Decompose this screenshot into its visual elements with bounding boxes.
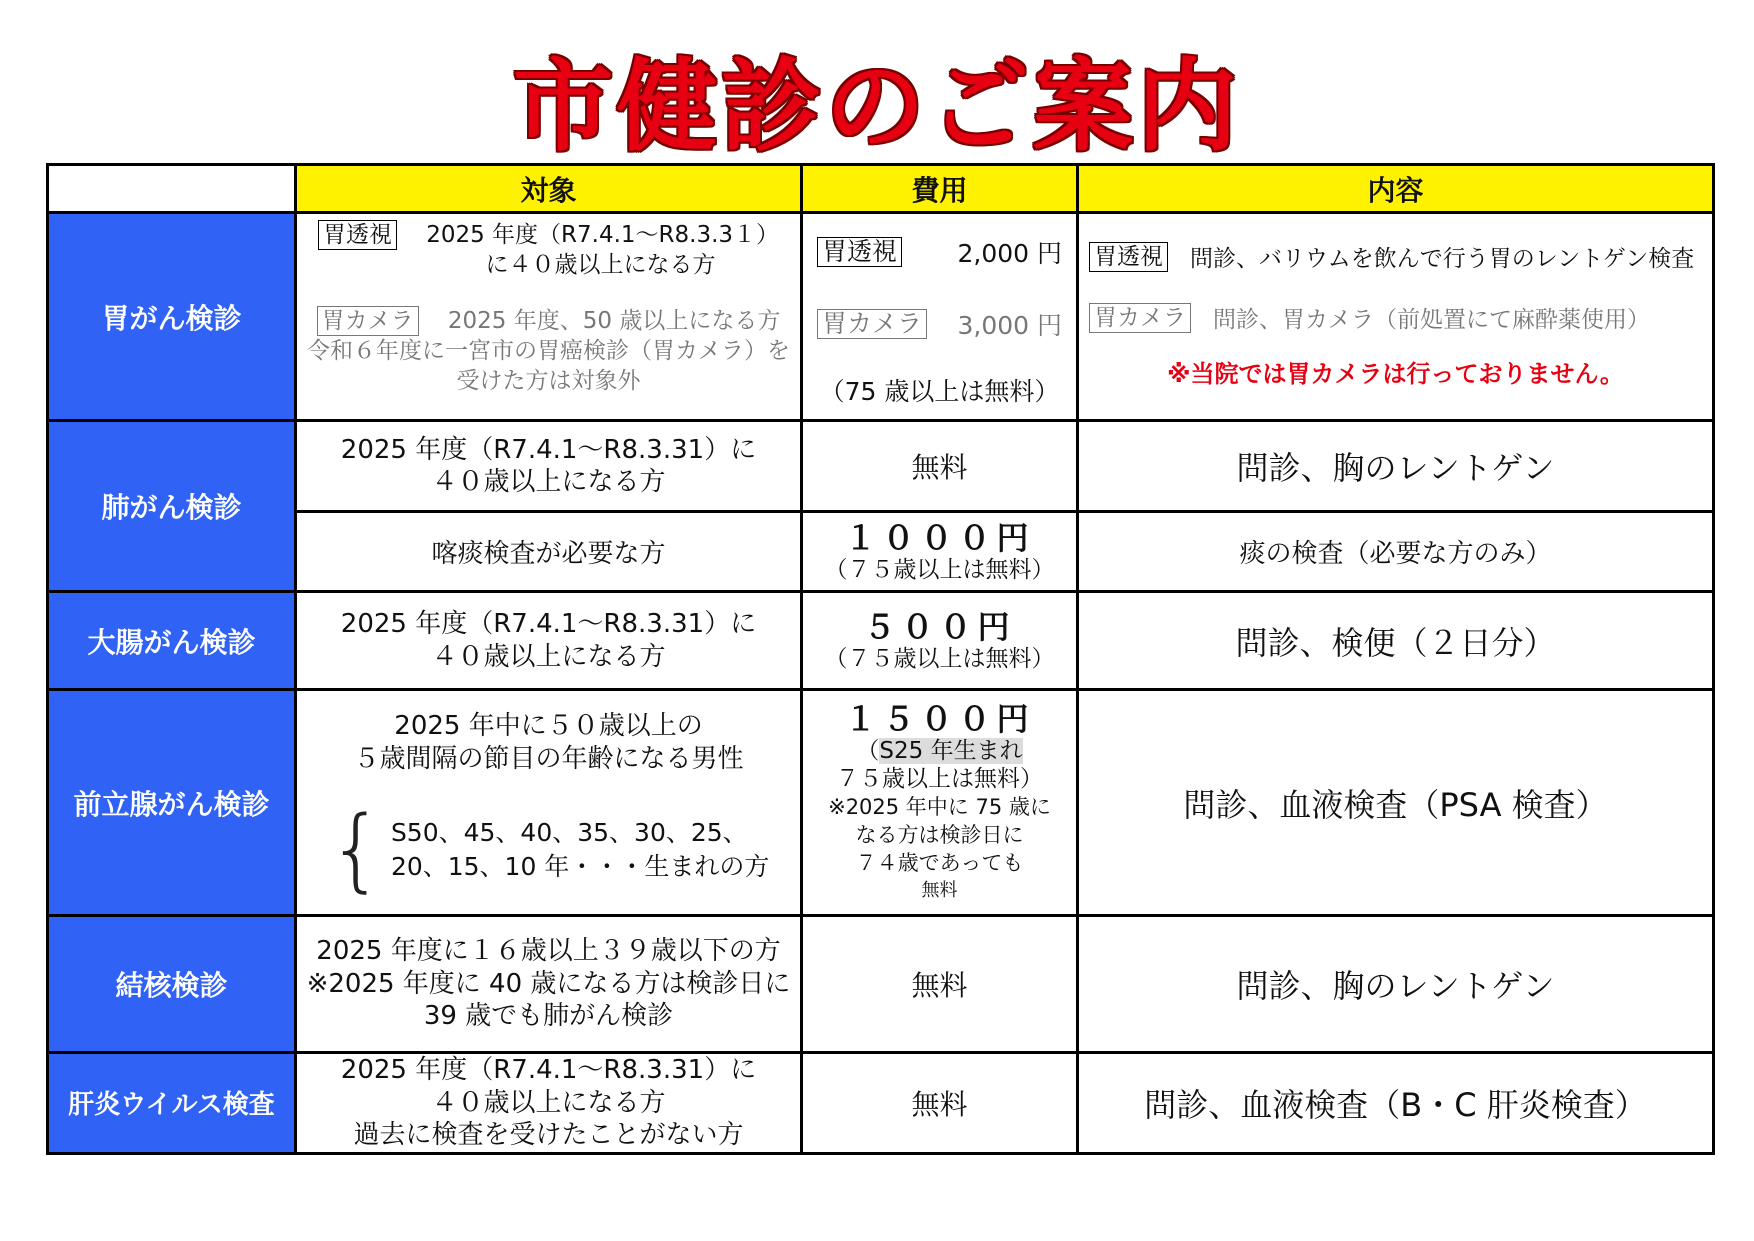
category-stomach: 胃がん検診 [48,213,296,421]
colon-content: 問診、検便（２日分） [1078,592,1714,690]
page-title: 市健診のご案内 [513,48,1241,165]
tb-content: 問診、胸のレントゲン [1078,916,1714,1053]
row-hepatitis [48,1052,1714,1153]
sputum-content: 痰の検査（必要な方のみ） [1078,511,1714,591]
stomach-target-cell [296,213,802,421]
content-tag-barium: 胃透視 [1089,242,1168,272]
tb-target-line3: 39 歳でも肺がん検診 [423,1001,674,1032]
tag-gastroscope: 胃カメラ [317,306,419,336]
prostate-target-cell [296,689,802,915]
hepatitis-fee: 無料 [802,1052,1078,1153]
header-row [48,165,1714,213]
tb-fee: 無料 [802,916,1078,1053]
content-tag-gastroscope: 胃カメラ [1089,303,1191,333]
gastroscope-warning: ※当院では胃カメラは行っておりません。 [1167,360,1624,389]
row-colon [48,592,1714,690]
prostate-target-line4: 20、15、10 年・・・生まれの方 [390,852,770,882]
header-fee: 費用 [802,165,1078,213]
row-prostate [48,689,1714,915]
header-blank-cell [48,165,296,213]
colon-fee-main: ５００円 [863,607,1016,646]
lung-content: 問診、胸のレントゲン [1078,421,1714,512]
prostate-fee-cell [802,689,1078,915]
content-gastroscope-text: 問診、胃カメラ（前処置にて麻酔薬使用） [1213,307,1650,334]
lung-target-cell [296,421,802,512]
sputum-fee-main: １０００円 [844,518,1035,557]
category-colon: 大腸がん検診 [48,592,296,690]
fee-tag-barium: 胃透視 [817,237,902,267]
prostate-target-line1: 2025 年中に５０歳以上の [394,711,703,742]
stomach-target-line5: 受けた方は対象外 [456,368,641,395]
colon-target-line1: 2025 年度（R7.4.1～R8.3.31）に [340,609,757,640]
stomach-target-line2: に４０歳以上になる方 [485,252,716,279]
row-tb [48,916,1714,1053]
prostate-fee-line6: 無料 [921,879,958,901]
colon-fee-cell [802,592,1078,690]
fee-gastroscope-price: 3,000 円 [957,311,1062,341]
stomach-content-cell [1078,213,1714,421]
prostate-fee-paren: （ [856,737,880,764]
prostate-fee-line3: ※2025 年中に 75 歳に [828,794,1051,819]
tb-target-line1: 2025 年度に１６歳以上３９歳以下の方 [316,936,781,967]
colon-fee-note: （７５歳以上は無料） [824,645,1055,672]
tb-target-line2: ※2025 年度に 40 歳になる方は検診日に [306,968,791,999]
hepatitis-target-line2: ４０歳以上になる方 [431,1087,666,1118]
sputum-fee-cell [802,511,1078,591]
lung-target-line1: 2025 年度（R7.4.1～R8.3.31）に [340,434,757,465]
colon-target-cell [296,592,802,690]
prostate-fee-line2: ７５歳以上は無料） [836,765,1043,792]
prostate-fee-line5: ７４歳であっても [855,850,1024,875]
row-lung-2 [48,511,1714,591]
hepatitis-content: 問診、血液検査（B・C 肝炎検査） [1078,1052,1714,1153]
row-lung-1 [48,421,1714,512]
fee-tag-gastroscope: 胃カメラ [817,309,927,339]
curly-brace-icon: { [327,797,385,903]
lung-fee: 無料 [802,421,1078,512]
header-content: 内容 [1078,165,1714,213]
tag-barium: 胃透視 [318,220,397,250]
hepatitis-target-line3: 過去に検査を受けたことがない方 [353,1120,744,1151]
sputum-target: 喀痰検査が必要な方 [296,511,802,591]
prostate-fee-birth-year: S25 年生まれ [879,737,1023,764]
hepatitis-target-line1: 2025 年度（R7.4.1～R8.3.31）に [340,1055,757,1086]
lung-target-line2: ４０歳以上になる方 [431,467,666,498]
fee-barium-price: 2,000 円 [957,239,1062,269]
stomach-fee-cell [802,213,1078,421]
stomach-fee-note: （75 歳以上は無料） [819,377,1060,407]
content-barium-text: 問診、バリウムを飲んで行う胃のレントゲン検査 [1190,246,1695,273]
stomach-target-line4: 令和６年度に一宮市の胃癌検診（胃カメラ）を [307,338,790,365]
header-target: 対象 [296,165,802,213]
hepatitis-target-cell [296,1052,802,1153]
prostate-target-line3: S50、45、40、35、30、25、 [390,818,748,848]
prostate-target-line2: ５歳間隔の節目の年齢になる男性 [353,743,744,774]
category-lung: 肺がん検診 [48,421,296,592]
row-stomach [48,213,1714,421]
prostate-fee-main: １５００円 [844,699,1035,738]
category-prostate: 前立腺がん検診 [48,689,296,915]
tb-target-cell [296,916,802,1053]
prostate-content: 問診、血液検査（PSA 検査） [1078,689,1714,915]
checkup-table [46,163,1715,1155]
stomach-target-line3: 2025 年度、50 歳以上になる方 [447,308,781,335]
colon-target-line2: ４０歳以上になる方 [431,641,666,672]
prostate-fee-line4: なる方は検診日に [855,822,1024,847]
sputum-fee-note: （７５歳以上は無料） [824,556,1055,583]
category-tb: 結核検診 [48,916,296,1053]
category-hepatitis: 肝炎ウイルス検査 [48,1052,296,1153]
stomach-target-line1: 2025 年度（R7.4.1～R8.3.3１） [426,222,780,249]
